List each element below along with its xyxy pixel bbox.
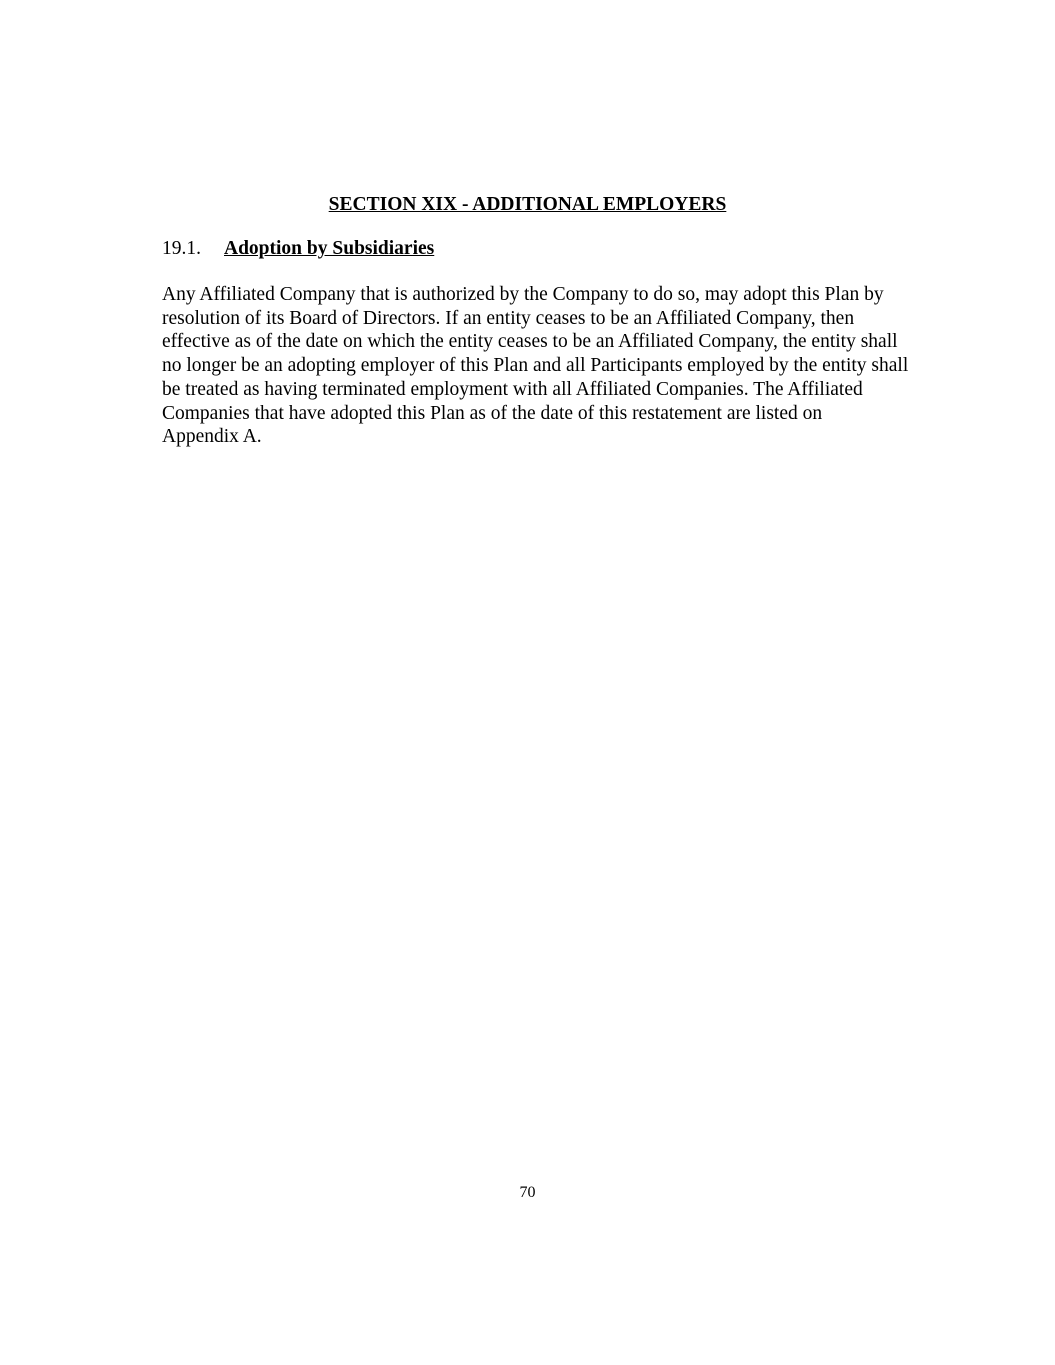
subsection-number: 19.1. xyxy=(162,238,201,259)
page-number: 70 xyxy=(519,1184,536,1201)
paragraph-line: Any Affiliated Company that is authorized by the Company to do so, may adopt this Plan by xyxy=(162,284,884,305)
paragraph-line: be treated as having terminated employment with all Affiliated Companies. The Affiliated xyxy=(162,378,863,400)
paragraph-line: Companies that have adopted this Plan as of the date of this restatement are listed on xyxy=(162,402,823,424)
subsection-heading: Adoption by Subsidiaries xyxy=(224,238,435,259)
section-title: SECTION XIX - ADDITIONAL EMPLOYERS xyxy=(328,194,727,215)
body-paragraph xyxy=(162,283,962,449)
paragraph-line: effective as of the date on which the entity ceases to be an Affiliated Company, the entity shall xyxy=(162,331,898,353)
paragraph-line: resolution of its Board of Directors. If an entity ceases to be an Affiliated Company, then xyxy=(162,307,855,329)
subsection-header xyxy=(162,237,434,261)
paragraph-line: no longer be an adopting employer of this Plan and all Participants employed by the entity shall xyxy=(162,355,909,377)
paragraph-line: Appendix A. xyxy=(162,426,262,448)
